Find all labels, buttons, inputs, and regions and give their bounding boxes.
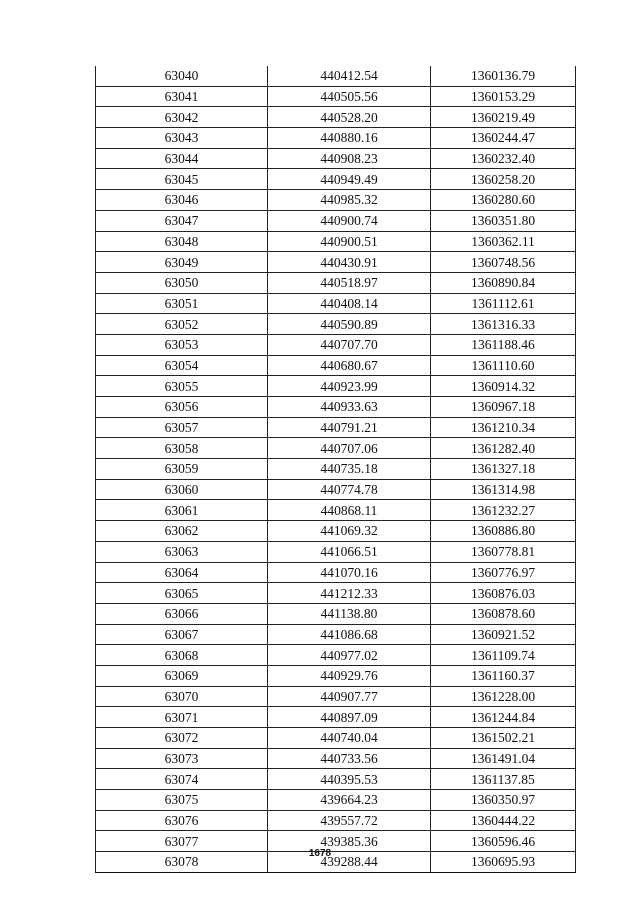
point-id-cell: 63065 [96, 583, 268, 604]
table-row [96, 479, 576, 500]
y-coordinate-cell: 1360921.52 [431, 624, 576, 645]
x-coordinate-cell: 440518.97 [268, 272, 431, 293]
y-coordinate-cell: 1361316.33 [431, 314, 576, 335]
x-coordinate-cell: 440707.70 [268, 334, 431, 355]
x-coordinate-cell: 440735.18 [268, 459, 431, 480]
y-coordinate-cell: 1361109.74 [431, 645, 576, 666]
y-coordinate-cell: 1360362.11 [431, 231, 576, 252]
y-coordinate-cell: 1361210.34 [431, 417, 576, 438]
table-row [96, 210, 576, 231]
y-coordinate-cell: 1360967.18 [431, 397, 576, 418]
x-coordinate-cell: 440412.54 [268, 66, 431, 86]
x-coordinate-cell: 440791.21 [268, 417, 431, 438]
point-id-cell: 63044 [96, 148, 268, 169]
y-coordinate-cell: 1360444.22 [431, 810, 576, 831]
point-id-cell: 63071 [96, 707, 268, 728]
x-coordinate-cell: 440707.06 [268, 438, 431, 459]
table-row [96, 376, 576, 397]
table-row [96, 459, 576, 480]
point-id-cell: 63060 [96, 479, 268, 500]
table-row [96, 562, 576, 583]
x-coordinate-cell: 440680.67 [268, 355, 431, 376]
table-row [96, 169, 576, 190]
point-id-cell: 63058 [96, 438, 268, 459]
point-id-cell: 63040 [96, 66, 268, 86]
x-coordinate-cell: 440908.23 [268, 148, 431, 169]
y-coordinate-cell: 1360776.97 [431, 562, 576, 583]
page-number: 1678 [308, 848, 332, 859]
table-row [96, 500, 576, 521]
table-row [96, 521, 576, 542]
x-coordinate-cell: 439288.44 [268, 852, 431, 873]
x-coordinate-cell: 440528.20 [268, 107, 431, 128]
x-coordinate-cell: 440733.56 [268, 748, 431, 769]
table-row [96, 769, 576, 790]
table-row [96, 314, 576, 335]
x-coordinate-cell: 440880.16 [268, 128, 431, 149]
y-coordinate-cell: 1361160.37 [431, 665, 576, 686]
point-id-cell: 63051 [96, 293, 268, 314]
y-coordinate-cell: 1361327.18 [431, 459, 576, 480]
point-id-cell: 63078 [96, 852, 268, 873]
y-coordinate-cell: 1360244.47 [431, 128, 576, 149]
point-id-cell: 63070 [96, 686, 268, 707]
table-row [96, 272, 576, 293]
table-row [96, 583, 576, 604]
point-id-cell: 63046 [96, 190, 268, 211]
y-coordinate-cell: 1360280.60 [431, 190, 576, 211]
y-coordinate-cell: 1360695.93 [431, 852, 576, 873]
y-coordinate-cell: 1361112.61 [431, 293, 576, 314]
point-id-cell: 63059 [96, 459, 268, 480]
y-coordinate-cell: 1361244.84 [431, 707, 576, 728]
table-row [96, 190, 576, 211]
coordinate-table [95, 66, 576, 873]
point-id-cell: 63068 [96, 645, 268, 666]
table-row [96, 810, 576, 831]
table-row [96, 231, 576, 252]
y-coordinate-cell: 1361188.46 [431, 334, 576, 355]
x-coordinate-cell: 440430.91 [268, 252, 431, 273]
table-row [96, 541, 576, 562]
point-id-cell: 63076 [96, 810, 268, 831]
point-id-cell: 63049 [96, 252, 268, 273]
point-id-cell: 63047 [96, 210, 268, 231]
x-coordinate-cell: 441070.16 [268, 562, 431, 583]
y-coordinate-cell: 1360232.40 [431, 148, 576, 169]
x-coordinate-cell: 440985.32 [268, 190, 431, 211]
point-id-cell: 63064 [96, 562, 268, 583]
y-coordinate-cell: 1360153.29 [431, 86, 576, 107]
point-id-cell: 63045 [96, 169, 268, 190]
table-row [96, 334, 576, 355]
y-coordinate-cell: 1360748.56 [431, 252, 576, 273]
x-coordinate-cell: 441066.51 [268, 541, 431, 562]
table-row [96, 707, 576, 728]
point-id-cell: 63055 [96, 376, 268, 397]
table-row [96, 438, 576, 459]
y-coordinate-cell: 1360351.80 [431, 210, 576, 231]
y-coordinate-cell: 1360219.49 [431, 107, 576, 128]
point-id-cell: 63042 [96, 107, 268, 128]
point-id-cell: 63062 [96, 521, 268, 542]
table-row [96, 148, 576, 169]
point-id-cell: 63057 [96, 417, 268, 438]
y-coordinate-cell: 1361232.27 [431, 500, 576, 521]
x-coordinate-cell: 441212.33 [268, 583, 431, 604]
point-id-cell: 63073 [96, 748, 268, 769]
point-id-cell: 63069 [96, 665, 268, 686]
table-row [96, 355, 576, 376]
point-id-cell: 63075 [96, 790, 268, 811]
table-row [96, 66, 576, 86]
y-coordinate-cell: 1360886.80 [431, 521, 576, 542]
y-coordinate-cell: 1360878.60 [431, 603, 576, 624]
table-row [96, 665, 576, 686]
y-coordinate-cell: 1360258.20 [431, 169, 576, 190]
x-coordinate-cell: 440774.78 [268, 479, 431, 500]
x-coordinate-cell: 439664.23 [268, 790, 431, 811]
y-coordinate-cell: 1360136.79 [431, 66, 576, 86]
point-id-cell: 63048 [96, 231, 268, 252]
y-coordinate-cell: 1360778.81 [431, 541, 576, 562]
y-coordinate-cell: 1360890.84 [431, 272, 576, 293]
table-row [96, 293, 576, 314]
point-id-cell: 63053 [96, 334, 268, 355]
point-id-cell: 63054 [96, 355, 268, 376]
x-coordinate-cell: 440505.56 [268, 86, 431, 107]
y-coordinate-cell: 1361502.21 [431, 728, 576, 749]
table-row [96, 645, 576, 666]
x-coordinate-cell: 439385.36 [268, 831, 431, 852]
y-coordinate-cell: 1361137.85 [431, 769, 576, 790]
x-coordinate-cell: 440408.14 [268, 293, 431, 314]
point-id-cell: 63052 [96, 314, 268, 335]
point-id-cell: 63041 [96, 86, 268, 107]
point-id-cell: 63072 [96, 728, 268, 749]
table-row [96, 728, 576, 749]
point-id-cell: 63043 [96, 128, 268, 149]
x-coordinate-cell: 440590.89 [268, 314, 431, 335]
point-id-cell: 63066 [96, 603, 268, 624]
table-row [96, 624, 576, 645]
y-coordinate-cell: 1360596.46 [431, 831, 576, 852]
x-coordinate-cell: 440900.74 [268, 210, 431, 231]
x-coordinate-cell: 439557.72 [268, 810, 431, 831]
table-row [96, 790, 576, 811]
point-id-cell: 63056 [96, 397, 268, 418]
y-coordinate-cell: 1361228.00 [431, 686, 576, 707]
x-coordinate-cell: 440929.76 [268, 665, 431, 686]
point-id-cell: 63050 [96, 272, 268, 293]
y-coordinate-cell: 1360350.97 [431, 790, 576, 811]
x-coordinate-cell: 440740.04 [268, 728, 431, 749]
y-coordinate-cell: 1360914.32 [431, 376, 576, 397]
table-row [96, 128, 576, 149]
x-coordinate-cell: 440949.49 [268, 169, 431, 190]
point-id-cell: 63077 [96, 831, 268, 852]
table-row [96, 107, 576, 128]
point-id-cell: 63074 [96, 769, 268, 790]
point-id-cell: 63063 [96, 541, 268, 562]
table-row [96, 417, 576, 438]
table-row [96, 86, 576, 107]
x-coordinate-cell: 440395.53 [268, 769, 431, 790]
table-row [96, 748, 576, 769]
point-id-cell: 63061 [96, 500, 268, 521]
x-coordinate-cell: 441069.32 [268, 521, 431, 542]
x-coordinate-cell: 440907.77 [268, 686, 431, 707]
x-coordinate-cell: 440900.51 [268, 231, 431, 252]
y-coordinate-cell: 1361314.98 [431, 479, 576, 500]
table-row [96, 603, 576, 624]
y-coordinate-cell: 1361282.40 [431, 438, 576, 459]
y-coordinate-cell: 1360876.03 [431, 583, 576, 604]
coordinate-table-body [96, 66, 576, 872]
x-coordinate-cell: 440933.63 [268, 397, 431, 418]
point-id-cell: 63067 [96, 624, 268, 645]
x-coordinate-cell: 440868.11 [268, 500, 431, 521]
x-coordinate-cell: 440923.99 [268, 376, 431, 397]
x-coordinate-cell: 440977.02 [268, 645, 431, 666]
y-coordinate-cell: 1361110.60 [431, 355, 576, 376]
table-row [96, 686, 576, 707]
table-row [96, 397, 576, 418]
x-coordinate-cell: 441138.80 [268, 603, 431, 624]
x-coordinate-cell: 440897.09 [268, 707, 431, 728]
x-coordinate-cell: 441086.68 [268, 624, 431, 645]
y-coordinate-cell: 1361491.04 [431, 748, 576, 769]
table-row [96, 252, 576, 273]
